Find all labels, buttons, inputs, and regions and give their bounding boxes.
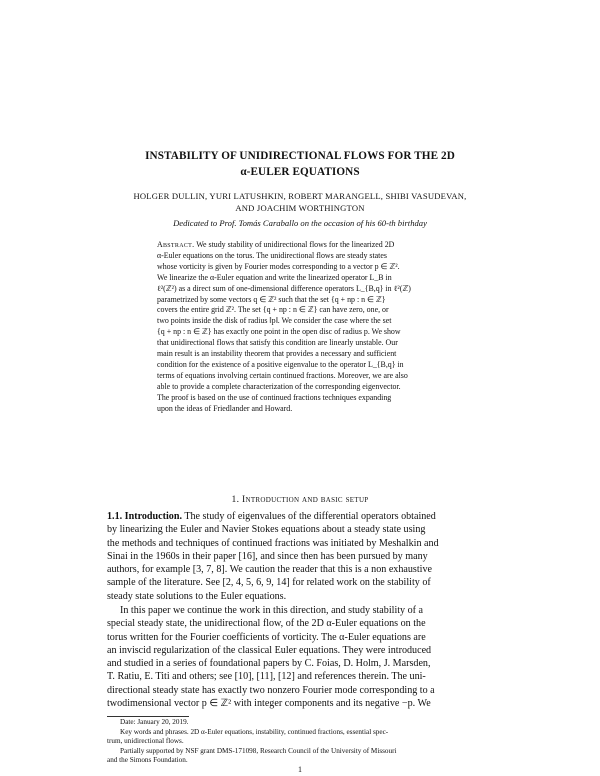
footnote-keywords: Key words and phrases. 2D α-Euler equations, instability, continued fractions, essential spec-: [120, 727, 389, 736]
abstract-heading: Abstract.: [157, 240, 195, 249]
abstract-line: upon the ideas of Friedlander and Howard.: [157, 403, 293, 413]
abstract-line: α-Euler equations on the torus. The unidirectional flows are steady states: [157, 250, 387, 260]
abstract-line: We linearize the α-Euler equation and write the linearized operator L_B in: [157, 272, 392, 282]
body-line: the methods and techniques of continued fractions was initiated by Meshalkin and: [107, 537, 439, 549]
footnote-support: Partially supported by NSF grant DMS-171098, Research Council of the University of Missouri: [120, 746, 397, 755]
abstract-line: main result is an instability theorem that provides a necessary and sufficient: [157, 349, 397, 359]
body-line: Sinai in the 1960s in their paper [16], and since then has been pursued by many: [107, 550, 428, 562]
title-line-2: α-EULER EQUATIONS: [240, 166, 360, 178]
subsection-label: 1.1. Introduction.: [107, 511, 182, 522]
abstract-line: two points inside the disk of radius ‖p‖. We consider the case where the set: [157, 316, 392, 326]
authors-line-2: AND JOACHIM WORTHINGTON: [235, 203, 365, 213]
body-line: The study of eigenvalues of the differential operators obtained: [184, 511, 436, 522]
body-line: authors, for example [3, 7, 8]. We caution the reader that this is a non exhaustive: [107, 564, 432, 576]
author-list: [60, 190, 540, 214]
abstract-line: whose vorticity is given by Fourier modes corresponding to a vector p ∈ ℤ².: [157, 261, 400, 271]
abstract-line: condition for the existence of a positive eigenvalue to the operator L_{B,q} in: [157, 359, 404, 369]
footnote-date: Date: January 20, 2019.: [120, 718, 189, 726]
abstract-line: able to provide a complete characterization of the corresponding eigenvector.: [157, 381, 401, 391]
dedication: Dedicated to Prof. Tomás Caraballo on the occasion of his 60-th birthday: [173, 218, 427, 228]
body-line: T. Ratiu, E. Titi and others; see [10], [11], [12] and references therein. The uni-: [107, 671, 426, 683]
body-line: steady state solutions to the Euler equations.: [107, 590, 287, 602]
abstract-line: terms of equations involving certain continued fractions. Moreover, we are also: [157, 370, 408, 380]
body-line: directional steady state has exactly two nonzero Fourier mode corresponding to a: [107, 684, 435, 696]
footnote-rule: [107, 716, 189, 717]
intro-paragraph-1: [107, 510, 493, 603]
body-line: special steady state, the unidirectional flow, of the 2D α-Euler equations on the: [107, 618, 426, 630]
footnote-support-cont: and the Simons Foundation.: [107, 756, 188, 765]
authors-line-1: HOLGER DULLIN, YURI LATUSHKIN, ROBERT MARANGELL, SHIBI VASUDEVAN,: [133, 191, 467, 201]
abstract-line: covers the entire grid ℤ². The set {q + np : n ∈ ℤ} can have zero, one, or: [157, 305, 389, 315]
paper-title: [60, 148, 540, 180]
abstract-line: The proof is based on the use of continued fractions techniques expanding: [157, 392, 392, 402]
abstract: [157, 240, 449, 415]
body-line: sample of the literature. See [2, 4, 5, 6, 9, 14] for related work on the stability of: [107, 577, 431, 589]
abstract-line: that unidirectional flows that satisfy this condition are linearly unstable. Our: [157, 338, 398, 348]
section-heading: 1. Introduction and basic setup: [231, 494, 369, 505]
abstract-line: ℓ²(ℤ²) as a direct sum of one-dimensional difference operators L_{B,q} in ℓ²(ℤ): [157, 283, 411, 293]
footnote-keywords-cont: trum, unidirectional flows.: [107, 737, 184, 746]
body-line: an inviscid regularization of the classical Euler equations. They were introduced: [107, 644, 432, 656]
page-number: 1: [298, 765, 302, 774]
body-line: twodimensional vector p ∈ ℤ² with integer components and its negative −p. We: [107, 698, 431, 710]
title-line-1: INSTABILITY OF UNIDIRECTIONAL FLOWS FOR THE 2D: [145, 150, 455, 162]
body-line: by linearizing the Euler and Navier Stokes equations about a steady state using: [107, 524, 426, 536]
footnotes: [107, 718, 493, 766]
abstract-line: We study stability of unidirectional flows for the linearized 2D: [196, 240, 395, 249]
body-line: and studied in a series of foundational papers by C. Foias, D. Holm, J. Marsden,: [107, 658, 431, 670]
body-line: torus written for the Fourier coefficients of vorticity. The α-Euler equations are: [107, 631, 426, 643]
body-line: In this paper we continue the work in this direction, and study stability of a: [120, 605, 424, 616]
intro-paragraph-2: [107, 604, 493, 710]
abstract-line: {q + np : n ∈ ℤ} has exactly one point in the open disc of radius p. We show: [157, 327, 401, 337]
abstract-line: parametrized by some vectors q ∈ ℤ² such that the set {q + np : n ∈ ℤ}: [157, 294, 386, 304]
